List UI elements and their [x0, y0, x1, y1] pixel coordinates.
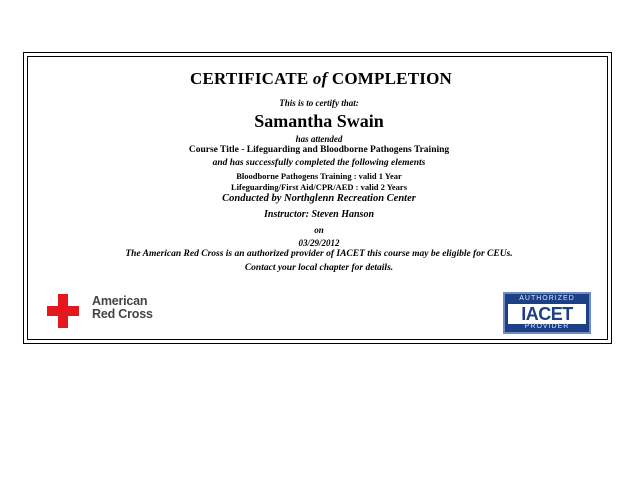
contact-line: Contact your local chapter for details.: [244, 263, 394, 273]
attended-line: has attended: [295, 134, 343, 144]
title-of: of: [312, 69, 328, 88]
iacet-badge-bottom: PROVIDER: [524, 323, 570, 330]
conducted-by: Conducted by Northglenn Recreation Center: [222, 193, 416, 204]
completion-date: 03/29/2012: [298, 238, 340, 248]
instructor-line: Instructor: Steven Hanson: [263, 209, 375, 220]
on-line: on: [314, 225, 324, 235]
title-certificate: CERTIFICATE: [190, 69, 309, 88]
iacet-notice: The American Red Cross is an authorized provider of IACET this course may be eligible for CEUs.: [125, 249, 513, 259]
recipient-name: Samantha Swain: [254, 111, 384, 131]
iacet-badge-top: AUTHORIZED: [519, 295, 575, 302]
title-completion: COMPLETION: [331, 69, 452, 88]
certificate-title: [0, 69, 638, 89]
certify-line: This is to certify that:: [279, 98, 359, 108]
red-cross-wordmark: [92, 295, 153, 321]
completed-line: and has successfully completed the following elements: [212, 158, 426, 168]
iacet-badge-wordmark: IACET: [508, 304, 586, 324]
red-cross-wordmark-line2: Red Cross: [92, 307, 153, 321]
american-red-cross-logo: [47, 294, 159, 332]
red-cross-wordmark-line1: American: [92, 294, 148, 308]
element-item: Bloodborne Pathogens Training : valid 1 Year: [236, 171, 402, 181]
iacet-authorized-provider-badge: [503, 292, 591, 334]
element-item: Lifeguarding/First Aid/CPR/AED : valid 2 Years: [230, 182, 408, 192]
course-title: Course Title - Lifeguarding and Bloodborne Pathogens Training: [188, 145, 450, 155]
red-cross-icon: [47, 294, 79, 328]
